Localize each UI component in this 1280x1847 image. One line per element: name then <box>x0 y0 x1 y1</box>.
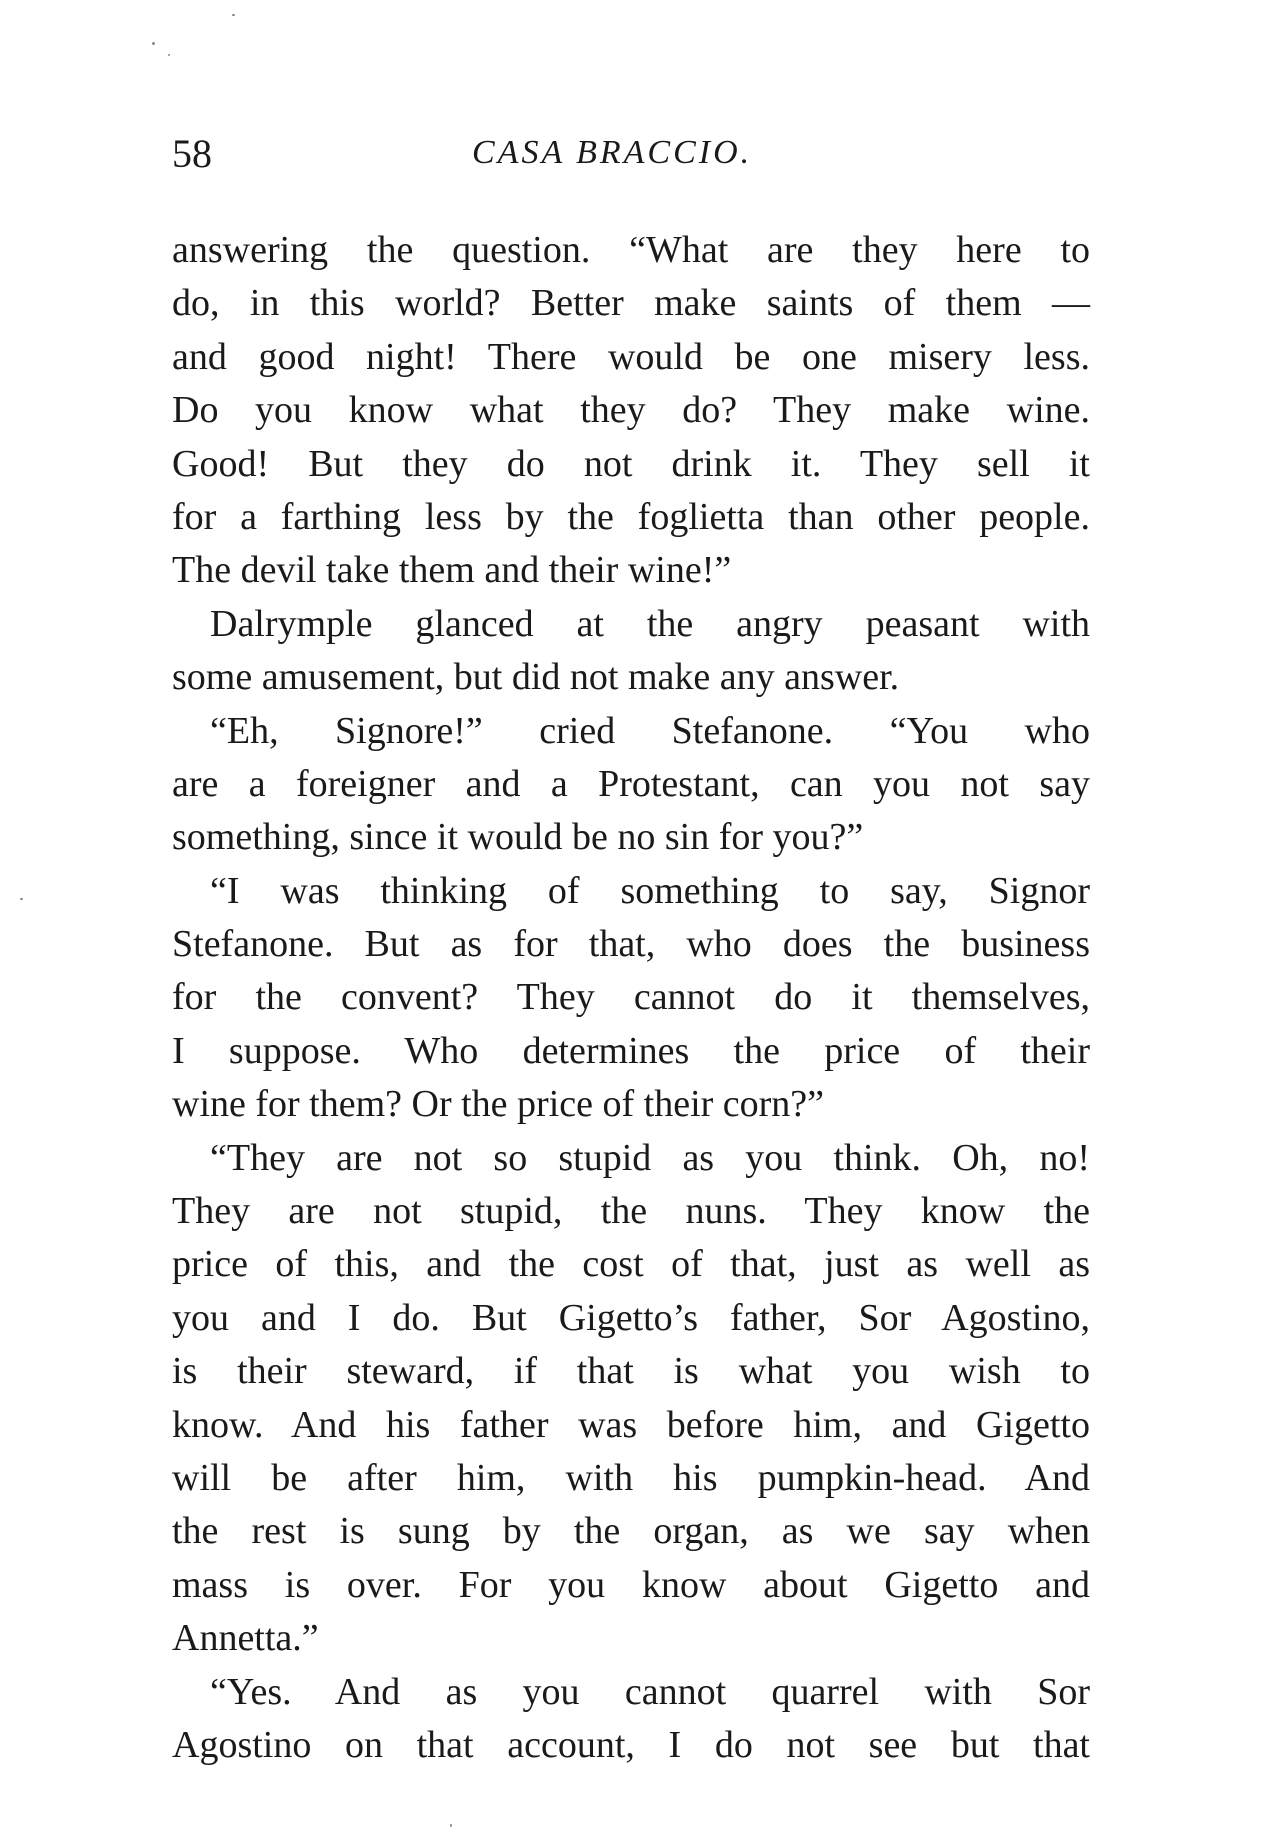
paper-speck <box>20 898 23 900</box>
text-line: “I was thinking of something to say, Signor <box>210 869 1090 912</box>
text-line: The devil take them and their wine!” <box>172 549 732 592</box>
text-line: are a foreigner and a Protestant, can you not say <box>172 762 1090 805</box>
text-line: Dalrymple glanced at the angry peasant with <box>210 602 1090 645</box>
text-line: the rest is sung by the organ, as we say when <box>172 1510 1090 1553</box>
text-line: “Yes. And as you cannot quarrel with Sor <box>210 1670 1090 1713</box>
text-line: for a farthing less by the foglietta than other people. <box>172 495 1090 538</box>
text-line: “Eh, Signore!” cried Stefanone. “You who <box>210 709 1090 752</box>
text-line: is their steward, if that is what you wish to <box>172 1350 1090 1393</box>
text-line: do, in this world? Better make saints of them — <box>172 282 1090 325</box>
text-line: Good! But they do not drink it. They sell it <box>172 442 1090 485</box>
text-line: you and I do. But Gigetto’s father, Sor Agostino, <box>172 1296 1090 1339</box>
text-line: mass is over. For you know about Gigetto and <box>172 1563 1090 1606</box>
paper-speck <box>168 54 170 56</box>
page-header <box>172 130 1112 186</box>
text-line: I suppose. Who determines the price of their <box>172 1029 1090 1072</box>
text-line: “They are not so stupid as you think. Oh, no! <box>210 1136 1090 1179</box>
paper-speck <box>450 1824 452 1827</box>
text-line: Do you know what they do? They make wine. <box>172 389 1090 432</box>
text-line: Annetta.” <box>172 1617 319 1660</box>
text-line: will be after him, with his pumpkin-head. And <box>172 1456 1090 1499</box>
paper-speck <box>152 42 155 45</box>
text-line: know. And his father was before him, and Gigetto <box>172 1403 1090 1446</box>
running-title: CASA BRACCIO. <box>472 134 753 171</box>
paper-speck <box>232 14 235 16</box>
text-line: for the convent? They cannot do it themselves, <box>172 976 1090 1019</box>
text-line: They are not stupid, the nuns. They know the <box>172 1190 1090 1233</box>
text-line: something, since it would be no sin for you?” <box>172 816 864 859</box>
text-line: price of this, and the cost of that, just as well as <box>172 1243 1090 1286</box>
text-line: Agostino on that account, I do not see but that <box>172 1723 1090 1766</box>
text-line: wine for them? Or the price of their corn?” <box>172 1083 825 1126</box>
text-line: answering the question. “What are they here to <box>172 229 1090 271</box>
body-text <box>172 224 1090 1772</box>
text-line: Stefanone. But as for that, who does the business <box>172 923 1090 966</box>
text-line: and good night! There would be one misery less. <box>172 335 1090 378</box>
page-number: 58 <box>172 131 212 176</box>
text-line: some amusement, but did not make any answer. <box>172 656 900 699</box>
